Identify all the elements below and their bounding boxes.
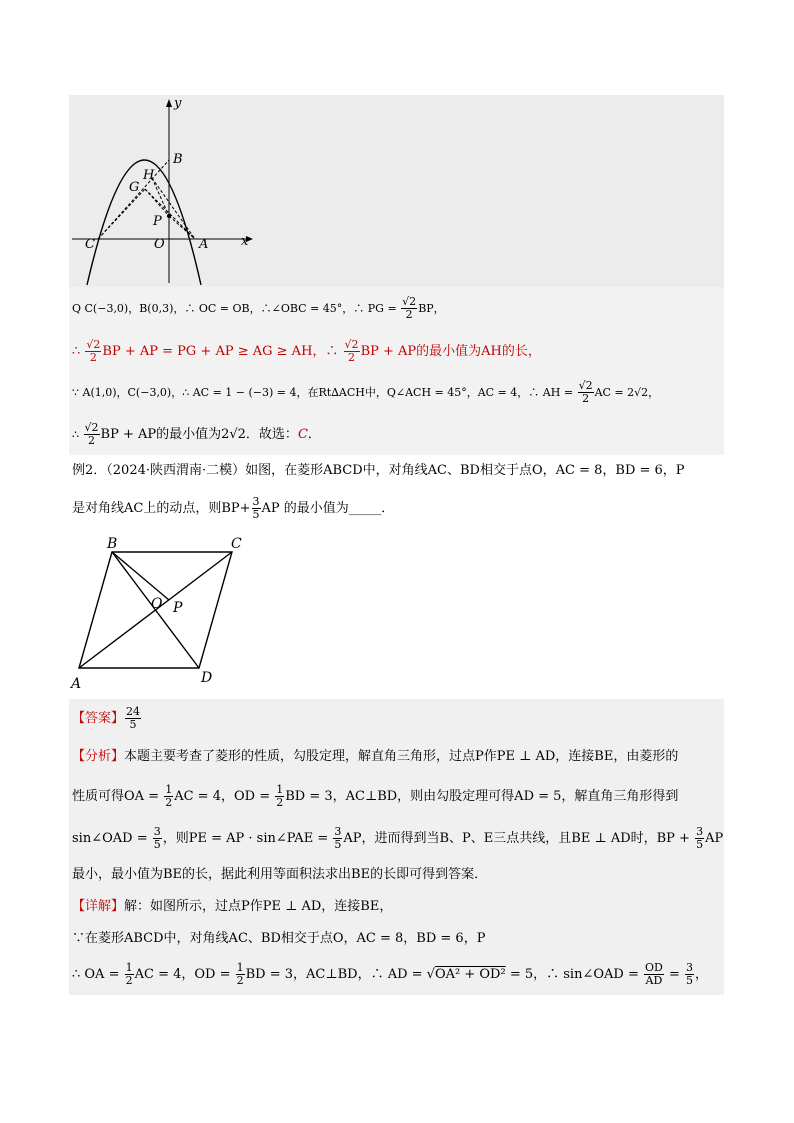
parabola-figure <box>69 95 269 287</box>
detail-line1: 【详解】解：如图所示，过点P作PE ⊥ AD，连接BE， <box>72 899 393 914</box>
label-x: x <box>241 234 249 249</box>
answer-line <box>72 706 142 731</box>
label-o: O <box>154 237 165 252</box>
label-b2: B <box>107 536 118 552</box>
detail-line3: ∴ OA = $\frac{1}{2}$ AC = 4，OD = $\frac{1}{2}$ BD = 3，AC⊥BD，∴ AD = √OA² + OD² = 5，∴ sin∠OAD = $\frac{OD}{AD}$ = $\frac{3}{5}$ ， <box>72 961 708 987</box>
label-c2: C <box>231 536 242 552</box>
label-a2: A <box>71 676 82 692</box>
segment-bp <box>112 552 169 600</box>
label-a: A <box>199 237 209 252</box>
y-axis-arrow-icon <box>166 99 172 107</box>
label-h: H <box>143 168 155 183</box>
detail-line2: ∵在菱形ABCD中，对角线AC、BD相交于点O，AC = 8，BD = 6，P <box>72 931 486 946</box>
label-y: y <box>174 96 182 111</box>
solution1-line4: ∴ $\frac{√2}{2}$ BP + AP的最小值为2√2．故选：C． <box>72 421 321 447</box>
point-p <box>167 214 171 218</box>
example2-line2: 是对角线AC上的动点，则BP+ $\frac{3}{5}$ AP 的最小值为_____． <box>72 495 395 521</box>
solution1-line3: ∵ A(1,0)，C(−3,0)，∴ AC = 1 − (−3) = 4，在Rt∆ACH中，Q∠ACH = 45°，AC = 4，∴ AH = $\frac{√2}{2}$ AC = 2√2， <box>72 379 660 405</box>
rhombus-figure <box>69 532 259 692</box>
label-o2: O <box>151 596 163 612</box>
label-p2: P <box>173 600 183 616</box>
label-g: G <box>129 180 140 195</box>
answer-value: $\frac{24}{5}$ <box>126 705 141 731</box>
solution1-line2: ∴ $\frac{√2}{2}$ BP + AP = PG + AP ≥ AG ≥ AH，∴ $\frac{√2}{2}$ BP + AP的最小值为AH的长， <box>72 338 541 364</box>
analysis-line2: 性质可得OA = $\frac{1}{2}$ AC = 4，OD = $\frac{1}{2}$ BD = 3，AC⊥BD，则由勾股定理可得AD = 5，解直角三角形得到 <box>72 783 679 809</box>
label-p: P <box>153 214 162 229</box>
label-d2: D <box>201 670 213 686</box>
analysis-line1: 【分析】本题主要考查了菱形的性质，勾股定理，解直角三角形，过点P作PE ⊥ AD，连接BE，由菱形的 <box>72 749 679 764</box>
label-b: B <box>173 152 183 167</box>
analysis-line4: 最小，最小值为BE的长，据此利用等面积法求出BE的长即可得到答案． <box>72 867 488 882</box>
label-c: C <box>85 237 95 252</box>
answer-tag: 【答案】 <box>72 711 125 726</box>
example2-line1: 例2．（2024·陕西渭南·二模）如图，在菱形ABCD中，对角线AC、BD相交于点O，AC = 8，BD = 6，P <box>72 463 685 478</box>
solution1-line1: Q C(−3,0)，B(0,3)，∴ OC = OB，∴∠OBC = 45°，∴ PG = $\frac{√2}{2}$ BP， <box>72 295 445 321</box>
analysis-line3: sin∠OAD = $\frac{3}{5}$ ，则PE = AP · sin∠PAE = $\frac{3}{5}$ AP，进而得到当B、P、E三点共线，且BE ⊥ AD时，BP + $\frac{3}{5}$ AP <box>72 825 724 851</box>
